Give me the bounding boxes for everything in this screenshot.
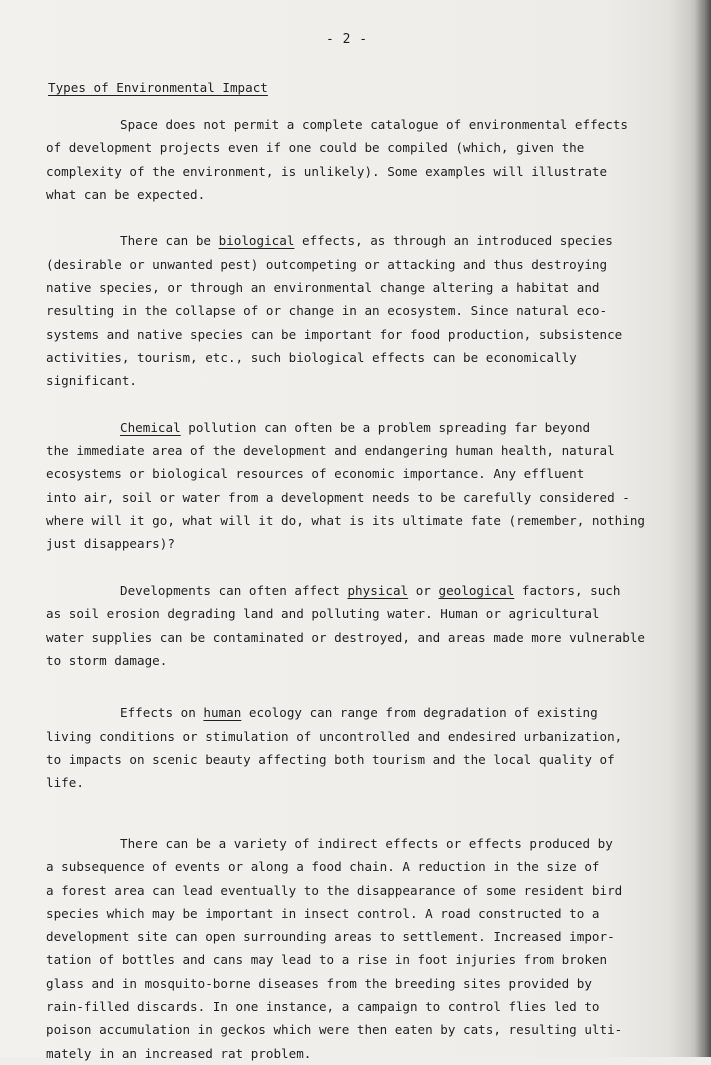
section-heading: Types of Environmental Impact: [48, 80, 268, 95]
text-line: a subsequence of events or along a food chain. A reduction in the size of: [46, 859, 600, 875]
page-number: - 2 -: [326, 32, 368, 47]
text-line: ecosystems or biological resources of economic importance. Any effluent: [46, 466, 585, 482]
page-edge-shadow: [695, 0, 711, 1057]
underlined-term: Chemical: [120, 419, 181, 435]
text-line: into air, soil or water from a development needs to be carefully considered -: [46, 489, 630, 505]
text-line: development site can open surrounding areas to settlement. Increased impor-: [46, 929, 615, 945]
underlined-term: physical: [347, 582, 409, 598]
body-text: [46, 113, 696, 1065]
text-line: where will it go, what will it do, what is its ultimate fate (remember, nothing: [46, 513, 645, 529]
text-line: There can be a variety of indirect effects or effects produced by: [120, 835, 613, 851]
paragraph-gap: [46, 672, 696, 701]
text-line: activities, tourism, etc., such biological effects can be economically: [46, 349, 577, 365]
underlined-term: geological: [438, 582, 515, 598]
text-line: to storm damage.: [46, 652, 168, 668]
text-line: to impacts on scenic beauty affecting both tourism and the local quality of: [46, 752, 615, 768]
text-line: significant.: [46, 373, 137, 389]
text-line: living conditions or stimulation of uncontrolled and endesired urbanization,: [46, 728, 623, 744]
text-line: a forest area can lead eventually to the disappearance of some resident bird: [46, 882, 623, 898]
paragraph-gap: [46, 795, 696, 832]
text-line: tation of bottles and cans may lead to a rise in foot injuries from broken: [46, 952, 608, 968]
text-line: Developments can often affect physical or geological factors, such: [120, 582, 621, 598]
text-line: complexity of the environment, is unlikely). Some examples will illustrate: [46, 163, 608, 179]
text-line: Space does not permit a complete catalogue of environmental effects: [120, 117, 628, 132]
underlined-term: human: [203, 705, 242, 721]
text-line: as soil erosion degrading land and polluting water. Human or agricultural: [46, 606, 600, 622]
text-line: Chemical pollution can often be a problem spreading far beyond: [120, 419, 591, 435]
paragraph-gap: [46, 206, 696, 229]
text-line: mately in an increased rat problem.: [46, 1045, 312, 1061]
underlined-term: biological: [218, 233, 295, 249]
text-line: resulting in the collapse of or change in an ecosystem. Since natural eco-: [46, 303, 608, 319]
text-line: species which may be important in insect control. A road constructed to a: [46, 905, 600, 921]
text-line: glass and in mosquito-borne diseases from the breeding sites provided by: [46, 975, 592, 991]
text-line: (desirable or unwanted pest) outcompeting or attacking and thus destroying: [46, 256, 608, 272]
text-line: native species, or through an environmental change altering a habitat and: [46, 280, 600, 296]
text-line: just disappears)?: [46, 536, 175, 552]
text-line: what can be expected.: [46, 186, 206, 202]
text-line: life.: [46, 775, 84, 791]
paragraph-gap: [46, 556, 696, 579]
paragraph-gap: [46, 393, 696, 416]
text-line: rain-filled discards. In one instance, a campaign to control flies led to: [46, 998, 600, 1014]
text-line: poison accumulation in geckos which were then eaten by cats, resulting ulti-: [46, 1022, 623, 1038]
text-line: water supplies can be contaminated or destroyed, and areas made more vulnerable: [46, 629, 645, 645]
text-line: systems and native species can be important for food production, subsistence: [46, 326, 623, 342]
text-line: Effects on human ecology can range from degradation of existing: [120, 705, 598, 721]
text-line: of development projects even if one could be compiled (which, given the: [46, 140, 585, 156]
text-line: There can be biological effects, as through an introduced species: [120, 233, 613, 249]
text-line: the immediate area of the development and endangering human health, natural: [46, 443, 615, 459]
